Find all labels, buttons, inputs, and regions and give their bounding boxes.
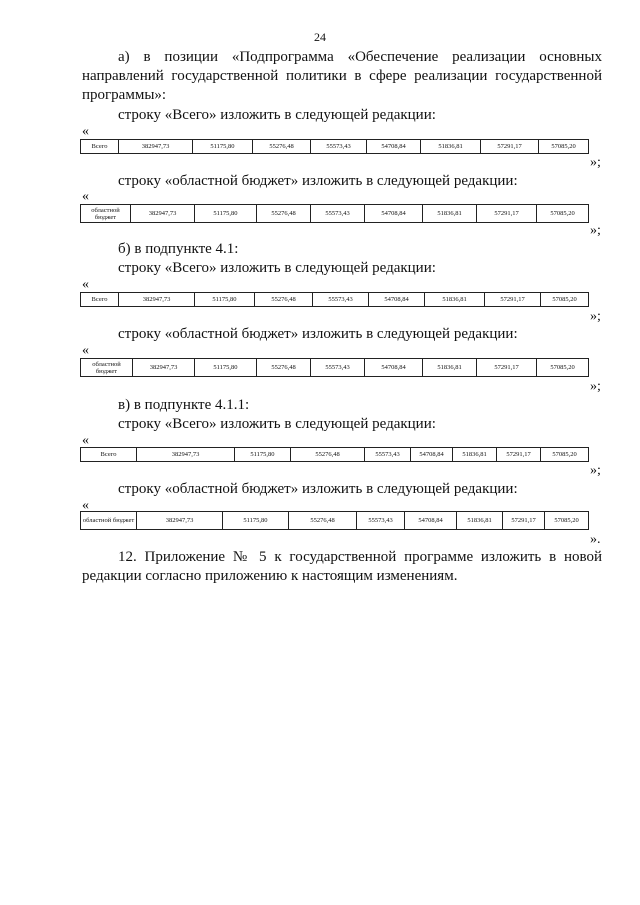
- cell-year-4: 54708,84: [365, 205, 423, 223]
- open-quote-2: «: [82, 189, 89, 204]
- table-row-budget-3: [80, 511, 589, 530]
- instruction-vsego-2: строку «Всего» изложить в следующей редакции:: [118, 260, 436, 276]
- cell-year-2: 55276,48: [291, 448, 365, 462]
- page-number: 24: [314, 30, 326, 44]
- cell-year-2: 55276,48: [253, 140, 311, 154]
- cell-year-7: 57085,20: [541, 293, 589, 307]
- cell-year-1: 51175,80: [193, 140, 253, 154]
- close-quote-3: »;: [590, 309, 601, 324]
- cell-year-2: 55276,48: [257, 205, 311, 223]
- cell-year-3: 55573,43: [311, 140, 367, 154]
- cell-total: 382947,73: [119, 293, 195, 307]
- close-quote-6: ».: [590, 532, 601, 547]
- item-12-line-1: 12. Приложение № 5 к государственной программе изложить в новой: [118, 549, 602, 565]
- table-row-vsego-3: [80, 447, 589, 462]
- table-row-vsego-1: [80, 139, 589, 154]
- open-quote-5: «: [82, 433, 89, 448]
- cell-year-6: 57291,17: [477, 205, 537, 223]
- cell-year-1: 51175,80: [223, 512, 289, 530]
- item-12-line-2: редакции согласно приложению к настоящим изменениям.: [82, 568, 458, 584]
- close-quote-4: »;: [590, 379, 601, 394]
- cell-year-5: 51836,81: [453, 448, 497, 462]
- cell-year-5: 51836,81: [423, 359, 477, 377]
- row-label: Всего: [81, 140, 119, 154]
- cell-year-7: 57085,20: [545, 512, 589, 530]
- open-quote-3: «: [82, 277, 89, 292]
- row-label: областной бюджет: [81, 205, 131, 223]
- cell-year-4: 54708,84: [405, 512, 457, 530]
- open-quote-6: «: [82, 498, 89, 513]
- cell-total: 382947,73: [131, 205, 195, 223]
- cell-year-6: 57291,17: [477, 359, 537, 377]
- row-label: Всего: [81, 448, 137, 462]
- cell-year-3: 55573,43: [365, 448, 411, 462]
- cell-year-1: 51175,80: [195, 205, 257, 223]
- row-label: областной бюджет: [81, 512, 137, 530]
- cell-total: 382947,73: [119, 140, 193, 154]
- instruction-budget-3: строку «областной бюджет» изложить в следующей редакции:: [118, 481, 518, 497]
- open-quote-4: «: [82, 343, 89, 358]
- cell-year-4: 54708,84: [369, 293, 425, 307]
- cell-year-5: 51836,81: [423, 205, 477, 223]
- cell-year-7: 57085,20: [537, 205, 589, 223]
- cell-year-7: 57085,20: [541, 448, 589, 462]
- instruction-vsego-3: строку «Всего» изложить в следующей редакции:: [118, 416, 436, 432]
- row-label: Всего: [81, 293, 119, 307]
- instruction-budget-2: строку «областной бюджет» изложить в следующей редакции:: [118, 326, 518, 342]
- cell-year-5: 51836,81: [457, 512, 503, 530]
- cell-total: 382947,73: [137, 512, 223, 530]
- cell-year-4: 54708,84: [411, 448, 453, 462]
- cell-year-3: 55573,43: [357, 512, 405, 530]
- instruction-vsego-1: строку «Всего» изложить в следующей редакции:: [118, 107, 436, 123]
- cell-year-2: 55276,48: [255, 293, 313, 307]
- section-v-heading: в) в подпункте 4.1.1:: [118, 397, 250, 413]
- close-quote-5: »;: [590, 463, 601, 478]
- cell-year-1: 51175,80: [235, 448, 291, 462]
- cell-year-6: 57291,17: [497, 448, 541, 462]
- cell-year-1: 51175,80: [195, 293, 255, 307]
- cell-year-4: 54708,84: [365, 359, 423, 377]
- open-quote-1: «: [82, 124, 89, 139]
- cell-total: 382947,73: [137, 448, 235, 462]
- instruction-budget-1: строку «областной бюджет» изложить в следующей редакции:: [118, 173, 518, 189]
- cell-year-7: 57085,20: [539, 140, 589, 154]
- cell-year-5: 51836,81: [421, 140, 481, 154]
- cell-year-3: 55573,43: [311, 205, 365, 223]
- table-row-budget-2: [80, 358, 589, 377]
- cell-year-1: 51175,80: [195, 359, 257, 377]
- cell-year-7: 57085,20: [537, 359, 589, 377]
- section-a-line-3: программы»:: [82, 87, 167, 103]
- section-a-line-2: направлений государственной политики в сфере реализации государственной: [82, 68, 602, 84]
- cell-year-2: 55276,48: [257, 359, 311, 377]
- cell-year-5: 51836,81: [425, 293, 485, 307]
- cell-year-6: 57291,17: [503, 512, 545, 530]
- table-row-budget-1: [80, 204, 589, 223]
- cell-year-6: 57291,17: [481, 140, 539, 154]
- cell-year-3: 55573,43: [311, 359, 365, 377]
- close-quote-2: »;: [590, 223, 601, 238]
- cell-year-6: 57291,17: [485, 293, 541, 307]
- cell-year-2: 55276,48: [289, 512, 357, 530]
- row-label: областной бюджет: [81, 359, 133, 377]
- section-a-line-1: а) в позиции «Подпрограмма «Обеспечение реализации основных: [118, 49, 602, 65]
- section-b-heading: б) в подпункте 4.1:: [118, 241, 239, 257]
- cell-total: 382947,73: [133, 359, 195, 377]
- close-quote-1: »;: [590, 155, 601, 170]
- table-row-vsego-2: [80, 292, 589, 307]
- cell-year-4: 54708,84: [367, 140, 421, 154]
- cell-year-3: 55573,43: [313, 293, 369, 307]
